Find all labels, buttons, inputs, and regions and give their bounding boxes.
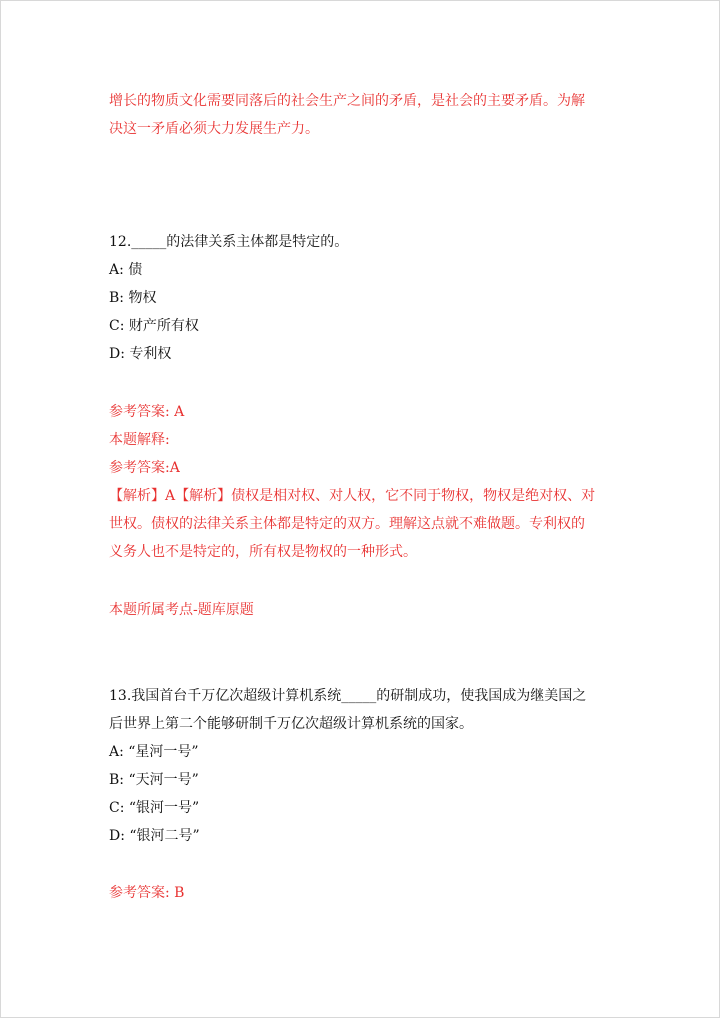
option-c: C: “银河一号” [109, 800, 200, 816]
question-12 [109, 228, 629, 368]
intro-line: 决这一矛盾必须大力发展生产力。 [109, 121, 319, 137]
intro-line: 增长的物质文化需要同落后的社会生产之间的矛盾，是社会的主要矛盾。为解 [109, 93, 585, 109]
explanation-line: 世权。债权的法律关系主体都是特定的双方。理解这点就不难做题。专利权的 [109, 516, 585, 532]
answer-13 [109, 879, 629, 907]
question-13-line: 后世界上第二个能够研制千万亿次超级计算机系统的国家。 [109, 716, 473, 732]
source-text: 本题所属考点-题库原题 [109, 602, 254, 618]
answer-12 [109, 398, 629, 566]
question-13 [109, 682, 629, 850]
intro-text [109, 87, 629, 143]
answer-label-2: 参考答案:A [109, 460, 180, 476]
option-a: A: “星河一号” [109, 744, 199, 760]
question-12-text: 12._____的法律关系主体都是特定的。 [109, 234, 349, 250]
option-b: B: “天河一号” [109, 772, 199, 788]
option-a: A: 债 [109, 262, 143, 278]
answer-label: 参考答案: B [109, 885, 185, 901]
source-note [109, 596, 629, 624]
explain-title: 本题解释: [109, 432, 170, 448]
option-d: D: 专利权 [109, 346, 172, 362]
explanation-line: 义务人也不是特定的，所有权是物权的一种形式。 [109, 544, 417, 560]
question-13-line: 13.我国首台千万亿次超级计算机系统_____的研制成功，使我国成为继美国之 [109, 688, 587, 704]
option-d: D: “银河二号” [109, 828, 200, 844]
explanation-line: 【解析】A【解析】债权是相对权、对人权，它不同于物权，物权是绝对权、对 [109, 488, 596, 504]
answer-label: 参考答案: A [109, 404, 185, 420]
option-b: B: 物权 [109, 290, 157, 306]
option-c: C: 财产所有权 [109, 318, 199, 334]
